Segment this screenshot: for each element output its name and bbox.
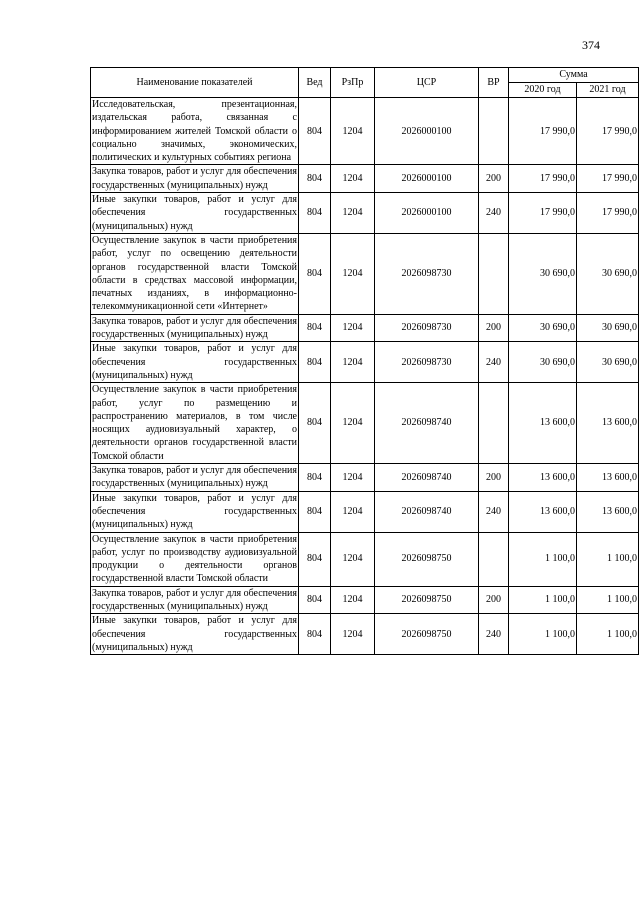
cell-ved: 804 <box>299 491 331 532</box>
cell-ved: 804 <box>299 614 331 655</box>
cell-name: Иные закупки товаров, работ и услуг для обеспечения государственных (муниципальных) нужд <box>92 343 297 381</box>
table-row <box>91 193 639 234</box>
table-row <box>91 586 639 614</box>
cell-2021: 1 100,0 <box>577 614 639 655</box>
table-row <box>91 342 639 383</box>
cell-2020: 30 690,0 <box>509 342 577 383</box>
cell-ved: 804 <box>299 586 331 614</box>
cell-vr: 240 <box>479 193 509 234</box>
cell-2021: 1 100,0 <box>577 586 639 614</box>
table-row <box>91 233 639 314</box>
cell-csr: 2026098740 <box>375 491 479 532</box>
cell-2020: 1 100,0 <box>509 586 577 614</box>
cell-rzpr: 1204 <box>331 614 375 655</box>
cell-name: Закупка товаров, работ и услуг для обеспечения государственных (муниципальных) нужд <box>92 587 297 612</box>
cell-vr: 200 <box>479 165 509 193</box>
cell-2021: 17 990,0 <box>577 193 639 234</box>
table-row <box>91 532 639 586</box>
cell-rzpr: 1204 <box>331 383 375 464</box>
cell-vr: 240 <box>479 342 509 383</box>
cell-vr <box>479 98 509 165</box>
cell-2020: 17 990,0 <box>509 165 577 193</box>
cell-csr: 2026000100 <box>375 165 479 193</box>
cell-2021: 1 100,0 <box>577 532 639 586</box>
cell-csr: 2026000100 <box>375 193 479 234</box>
header-year-2021: 2021 год <box>577 83 639 98</box>
header-sum: Сумма <box>509 68 639 83</box>
cell-vr: 200 <box>479 314 509 342</box>
cell-2020: 1 100,0 <box>509 532 577 586</box>
table-row <box>91 614 639 655</box>
budget-table <box>90 67 639 655</box>
cell-csr: 2026098750 <box>375 532 479 586</box>
cell-2020: 30 690,0 <box>509 314 577 342</box>
cell-vr <box>479 532 509 586</box>
cell-rzpr: 1204 <box>331 491 375 532</box>
cell-2020: 17 990,0 <box>509 193 577 234</box>
cell-2021: 17 990,0 <box>577 165 639 193</box>
cell-vr: 240 <box>479 614 509 655</box>
table-row <box>91 464 639 492</box>
table-row <box>91 383 639 464</box>
header-year-2020: 2020 год <box>509 83 577 98</box>
cell-csr: 2026098730 <box>375 233 479 314</box>
cell-ved: 804 <box>299 464 331 492</box>
cell-2021: 30 690,0 <box>577 233 639 314</box>
cell-rzpr: 1204 <box>331 532 375 586</box>
table-row <box>91 314 639 342</box>
cell-rzpr: 1204 <box>331 98 375 165</box>
cell-rzpr: 1204 <box>331 193 375 234</box>
cell-2020: 13 600,0 <box>509 464 577 492</box>
cell-2020: 30 690,0 <box>509 233 577 314</box>
cell-name: Исследовательская, презентационная, издательская работа, связанная с информированием жителей Томской области о социально значимых, экономических, политических и культурных событиях региона <box>92 99 297 164</box>
cell-name: Иные закупки товаров, работ и услуг для обеспечения государственных (муниципальных) нужд <box>92 615 297 653</box>
page-number: 374 <box>582 38 600 52</box>
cell-rzpr: 1204 <box>331 165 375 193</box>
table-row <box>91 491 639 532</box>
cell-rzpr: 1204 <box>331 586 375 614</box>
cell-ved: 804 <box>299 165 331 193</box>
cell-2021: 13 600,0 <box>577 464 639 492</box>
cell-vr: 240 <box>479 491 509 532</box>
header-rzpr: РзПр <box>331 68 375 98</box>
cell-csr: 2026098740 <box>375 464 479 492</box>
cell-vr <box>479 383 509 464</box>
cell-ved: 804 <box>299 314 331 342</box>
cell-rzpr: 1204 <box>331 342 375 383</box>
cell-csr: 2026098730 <box>375 314 479 342</box>
header-csr: ЦСР <box>375 68 479 98</box>
cell-vr <box>479 233 509 314</box>
cell-ved: 804 <box>299 383 331 464</box>
cell-name: Закупка товаров, работ и услуг для обеспечения государственных (муниципальных) нужд <box>92 315 297 341</box>
cell-csr: 2026098740 <box>375 383 479 464</box>
cell-ved: 804 <box>299 342 331 383</box>
cell-csr: 2026098730 <box>375 342 479 383</box>
cell-2021: 17 990,0 <box>577 98 639 165</box>
cell-2021: 13 600,0 <box>577 383 639 464</box>
header-name: Наименование показателей <box>91 68 299 98</box>
cell-2020: 17 990,0 <box>509 98 577 165</box>
cell-2021: 30 690,0 <box>577 314 639 342</box>
cell-name: Иные закупки товаров, работ и услуг для обеспечения государственных (муниципальных) нужд <box>92 194 297 232</box>
cell-2020: 13 600,0 <box>509 383 577 464</box>
table-row <box>91 165 639 193</box>
cell-csr: 2026000100 <box>375 98 479 165</box>
cell-rzpr: 1204 <box>331 233 375 314</box>
cell-name: Осуществление закупок в части приобретения работ, услуг по освещению деятельности органов государственной власти Томской области в средствах массовой информации, печатных изданиях, в информационно-телекоммуникационной сети «Интернет» <box>92 234 297 313</box>
table-header <box>91 68 639 98</box>
cell-rzpr: 1204 <box>331 314 375 342</box>
cell-name: Закупка товаров, работ и услуг для обеспечения государственных (муниципальных) нужд <box>92 166 297 191</box>
cell-vr: 200 <box>479 586 509 614</box>
cell-2020: 1 100,0 <box>509 614 577 655</box>
cell-2021: 13 600,0 <box>577 491 639 532</box>
cell-ved: 804 <box>299 193 331 234</box>
table-body <box>91 98 639 655</box>
cell-ved: 804 <box>299 532 331 586</box>
cell-2020: 13 600,0 <box>509 491 577 532</box>
cell-2021: 30 690,0 <box>577 342 639 383</box>
cell-vr: 200 <box>479 464 509 492</box>
cell-rzpr: 1204 <box>331 464 375 492</box>
table-row <box>91 98 639 165</box>
cell-name: Осуществление закупок в части приобретения работ, услуг по производству аудиовизуальной продукции о деятельности органов государственной власти Томской области <box>92 533 297 585</box>
header-ved: Вед <box>299 68 331 98</box>
cell-name: Иные закупки товаров, работ и услуг для обеспечения государственных (муниципальных) нужд <box>92 492 297 531</box>
cell-ved: 804 <box>299 233 331 314</box>
cell-csr: 2026098750 <box>375 614 479 655</box>
cell-csr: 2026098750 <box>375 586 479 614</box>
header-vr: ВР <box>479 68 509 98</box>
cell-name: Закупка товаров, работ и услуг для обеспечения государственных (муниципальных) нужд <box>92 465 297 490</box>
cell-ved: 804 <box>299 98 331 165</box>
cell-name: Осуществление закупок в части приобретения работ, услуг по размещению и распространению материалов, в том числе носящих аудиовизуальный характер, о деятельности органов государственной власти Томской области <box>92 384 297 462</box>
